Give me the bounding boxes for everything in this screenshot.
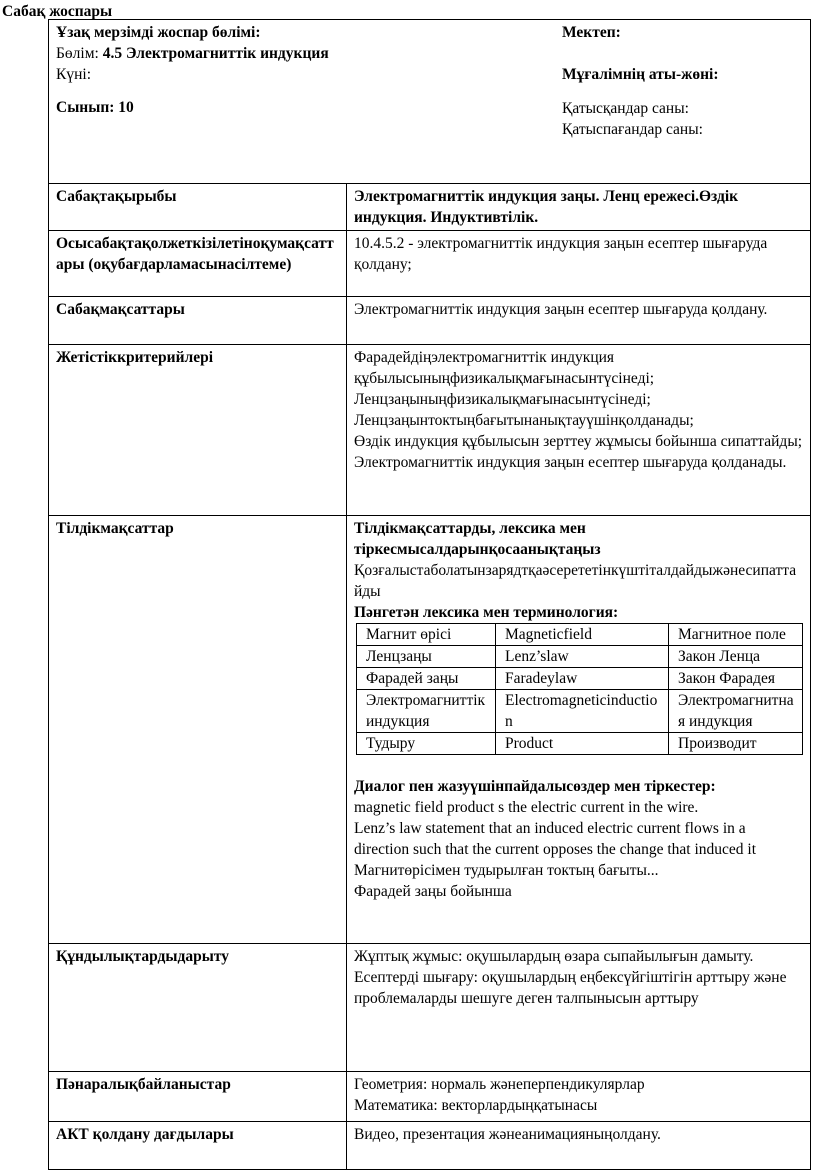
interdisciplinary-item: Математика: векторлардыңқатынасы	[354, 1097, 598, 1114]
school-label: Мектеп:	[562, 24, 621, 41]
section-value: 4.5 Электромагниттік индукция	[102, 45, 329, 62]
lesson-plan-table	[48, 19, 811, 1170]
class-label: Сынып: 10	[56, 99, 134, 116]
vocab-english: Product	[496, 733, 669, 755]
vocab-row	[357, 668, 803, 690]
vocab-table	[356, 623, 803, 755]
vocab-english: Magneticfield	[496, 624, 669, 646]
ict-value: Видео, презентация жәнеанимацияныңолдану.	[347, 1122, 811, 1170]
criteria-item: Электромагниттік индукция заңын есептер шығаруда қолданады.	[354, 454, 787, 471]
vocab-kazakh: Фарадей заңы	[357, 668, 496, 690]
section-line	[56, 43, 526, 64]
dialog-line: Lenz’s law statement that an induced electric current flows in a direction such that the current opposes the change that induced it	[354, 820, 757, 858]
present-label: Қатысқандар саны:	[562, 100, 689, 117]
vocab-russian: Закон Ленца	[669, 646, 803, 668]
criteria-item: Фарадейдіңэлектромагниттік индукция құбылысыныңфизикалықмағынасынтүсінеді;	[354, 349, 655, 387]
dialog-line: magnetic field product s the electric current in the wire.	[354, 799, 699, 816]
teacher-label: Мұғалімнің аты-жөні:	[562, 66, 719, 83]
vocab-russian: Закон Фарадея	[669, 668, 803, 690]
date-label: Күні:	[56, 66, 91, 83]
values-row	[49, 944, 811, 1072]
values-item: Есептерді шығару: оқушылардың еңбексүйгіштігін арттыру және проблемаларды шешуге деген талпынысын арттыру	[354, 969, 787, 1007]
document-title: Сабақ жоспары	[2, 3, 113, 20]
vocab-russian: Магнитное поле	[669, 624, 803, 646]
criteria-item: Өздік индукция құбылысын зерттеу жұмысы бойынша сипаттайды;	[354, 433, 803, 450]
values-item: Жұптық жұмыс: оқушылардың өзара сыпайылығын дамыту.	[354, 948, 754, 965]
lesson-goals-row	[49, 297, 811, 345]
topic-label: Сабақтақырыбы	[49, 184, 347, 231]
vocab-row	[357, 690, 803, 733]
ict-row	[49, 1122, 811, 1170]
vocab-heading: Пәнгетән лексика мен терминология:	[354, 604, 619, 621]
values-label: Құндылықтардыдарыту	[49, 944, 347, 1072]
ict-label: АКТ қолдану дағдылары	[49, 1122, 347, 1170]
vocab-kazakh: Магнит өрісі	[357, 624, 496, 646]
vocab-row	[357, 733, 803, 755]
values-value	[347, 944, 811, 1072]
learning-objectives-label	[49, 231, 347, 297]
dialog-line: Магнитөрісімен тудырылған токтың бағыты...	[354, 862, 659, 879]
topic-row	[49, 184, 811, 231]
lesson-goals-label: Сабақмақсаттары	[49, 297, 347, 345]
interdisciplinary-value	[347, 1072, 811, 1122]
criteria-value	[347, 345, 811, 516]
criteria-label: Жетістіккритерийлері	[49, 345, 347, 516]
learning-objectives-row	[49, 231, 811, 297]
vocab-russian: Производит	[669, 733, 803, 755]
interdisciplinary-item: Геометрия: нормаль жәнеперпендикулярлар	[354, 1076, 645, 1093]
header-left	[56, 22, 526, 118]
vocab-kazakh: Ленцзаңы	[357, 646, 496, 668]
vocab-row	[357, 624, 803, 646]
language-label: Тілдікмақсаттар	[49, 516, 347, 944]
header-right	[562, 22, 742, 140]
absent-label: Қатыспағандар саны:	[562, 121, 703, 138]
vocab-english: Faradeylaw	[496, 668, 669, 690]
criteria-item: Ленцзаңыныңфизикалықмағынасынтүсінеді;	[354, 391, 651, 408]
vocab-kazakh: Тудыру	[357, 733, 496, 755]
learning-objectives-value: 10.4.5.2 - электромагниттік индукция заңын есептер шығаруда қолдану;	[347, 231, 811, 297]
vocab-kazakh: Электромагниттік индукция	[357, 690, 496, 733]
interdisciplinary-row	[49, 1072, 811, 1122]
vocab-english: Lenz’slaw	[496, 646, 669, 668]
vocab-english: Electromagneticinduction	[496, 690, 669, 733]
criteria-row	[49, 345, 811, 516]
vocab-russian: Электромагнитная индукция	[669, 690, 803, 733]
language-description: Қозғалыстаболатынзарядтқаәсерететінкүштіталдайдыжәнесипаттайды	[354, 562, 797, 600]
header-cell	[49, 20, 811, 184]
language-heading: Тілдікмақсаттарды, лексика мен тіркесмысалдарынқосаанықтаңыз	[354, 520, 601, 558]
topic-value: Электромагниттік индукция заңы. Ленц ережесі.Өздік индукция. Индуктивтілік.	[347, 184, 811, 231]
dialog-heading: Диалог пен жазуүшінпайдалысөздер мен тіркестер:	[354, 778, 716, 795]
section-prefix: Бөлім:	[56, 45, 103, 62]
language-value	[347, 516, 811, 944]
learning-objectives-label-text: Осысабақтақолжеткізілетіноқумақсаттары (оқубағдарламасынасілтеме)	[56, 235, 334, 273]
lesson-goals-value: Электромагниттік индукция заңын есептер шығаруда қолдану.	[347, 297, 811, 345]
language-row	[49, 516, 811, 944]
interdisciplinary-label: Пәнаралықбайланыстар	[49, 1072, 347, 1122]
vocab-row	[357, 646, 803, 668]
header-row	[49, 20, 811, 184]
dialog-line: Фарадей заңы бойынша	[354, 883, 512, 900]
criteria-item: Ленцзаңынтоктыңбағытынанықтауүшінқолданады;	[354, 412, 694, 429]
plan-section-label: Ұзақ мерзімді жоспар бөлімі:	[56, 24, 261, 41]
